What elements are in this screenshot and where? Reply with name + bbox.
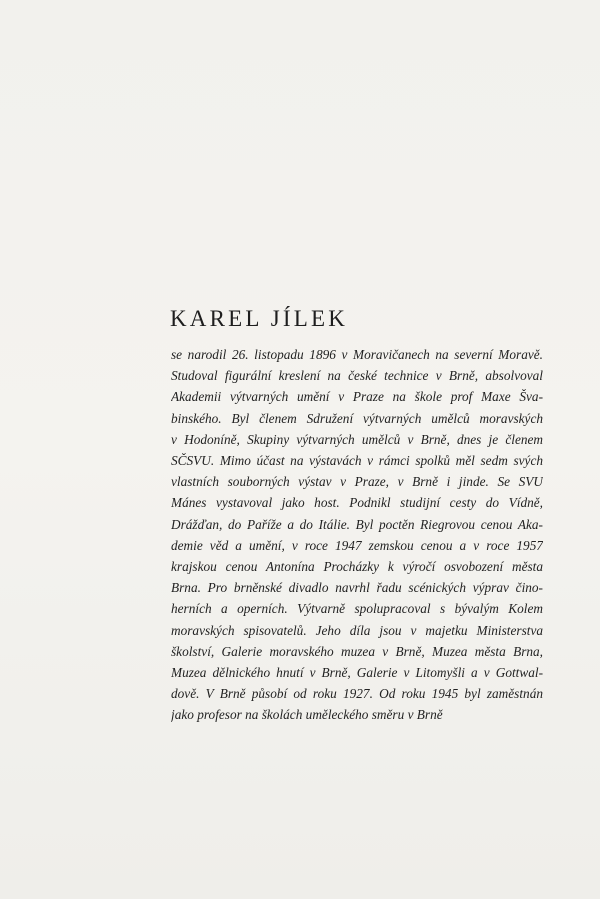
text-line: binského. Byl členem Sdružení výtvarných umělců moravských: [171, 410, 543, 426]
biography-text: [171, 344, 543, 726]
text-line: Drážďan, do Paříže a do Itálie. Byl poctěn Riegrovou cenou Aka-: [171, 516, 543, 532]
text-line: v Hodoníně, Skupiny výtvarných umělců v Brně, dnes je členem: [171, 431, 543, 447]
text-line: demie věd a umění, v roce 1947 zemskou cenou a v roce 1957: [171, 537, 543, 553]
text-line: Akademii výtvarných umění v Praze na škole prof Maxe Šva-: [171, 389, 543, 405]
text-line: Studoval figurální kreslení na české technice v Brně, absolvoval: [171, 368, 543, 384]
text-line: SČSVU. Mimo účast na výstavách v rámci spolků měl sedm svých: [171, 453, 543, 469]
text-line: Muzea dělnického hnutí v Brně, Galerie v Litomyšli a v Gottwal-: [171, 665, 543, 681]
text-line: krajskou cenou Antonína Procházky k výročí osvobození města: [171, 559, 543, 575]
text-line: dově. V Brně působí od roku 1927. Od roku 1945 byl zaměstnán: [171, 686, 543, 702]
text-line: herních a operních. Výtvarně spolupracoval s bývalým Kolem: [171, 601, 543, 617]
text-line: školství, Galerie moravského muzea v Brně, Muzea města Brna,: [171, 643, 543, 659]
text-line: se narodil 26. listopadu 1896 v Moravičanech na severní Moravě.: [171, 347, 543, 362]
text-line: vlastních souborných výstav v Praze, v Brně i jinde. Se SVU: [171, 474, 543, 490]
text-line: jako profesor na školách uměleckého směru v Brně: [171, 707, 443, 723]
text-line: Brna. Pro brněnské divadlo navrhl řadu scénických výprav čino-: [171, 580, 543, 596]
page-title: KAREL JÍLEK: [170, 306, 349, 331]
text-line: Mánes vystavoval jako host. Podnikl studijní cesty do Vídně,: [171, 495, 543, 511]
text-line: moravských spisovatelů. Jeho díla jsou v majetku Ministerstva: [171, 622, 543, 638]
